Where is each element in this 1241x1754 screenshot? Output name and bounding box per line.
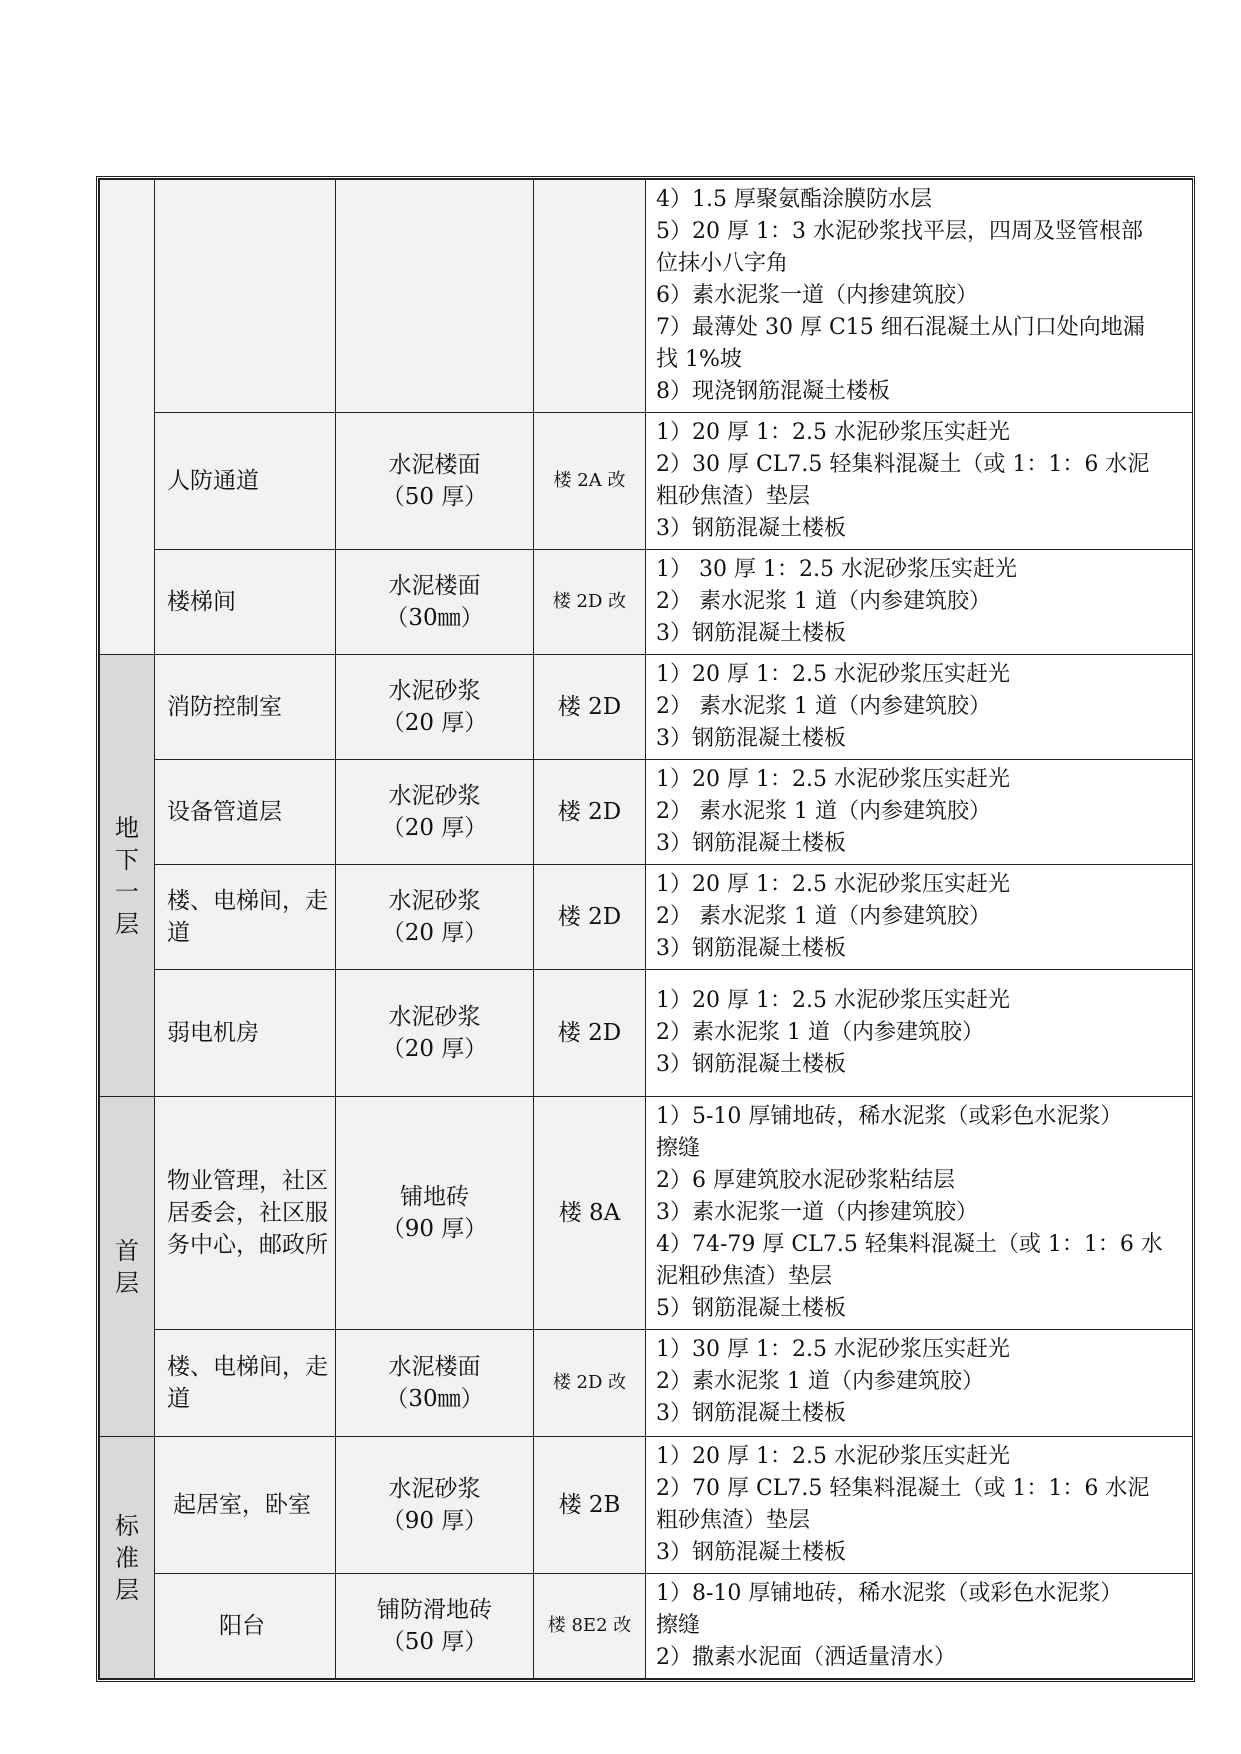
spec-code-cell: 楼 8E2 改: [534, 1574, 646, 1679]
construction-detail-cell: 1）20 厚 1：2.5 水泥砂浆压实赶光 2） 素水泥浆 1 道（内参建筑胶） 3）钢筋混凝土楼板: [646, 655, 1193, 760]
room-cell: 阳台: [155, 1574, 336, 1679]
room-cell: 设备管道层: [155, 760, 336, 865]
room-cell: [155, 180, 336, 413]
spec-code-cell: 楼 2D 改: [534, 1330, 646, 1437]
spec-code-cell: 楼 8A: [534, 1097, 646, 1330]
spec-code-cell: 楼 2B: [534, 1437, 646, 1574]
finish-type-cell: 水泥砂浆 （20 厚）: [336, 865, 534, 970]
floor-cell-standard: 标准层: [100, 1437, 155, 1679]
construction-detail-cell: 1） 30 厚 1：2.5 水泥砂浆压实赶光 2） 素水泥浆 1 道（内参建筑胶） 3）钢筋混凝土楼板: [646, 550, 1193, 655]
table-row: [100, 1574, 1193, 1679]
finish-type-cell: 水泥砂浆 （20 厚）: [336, 760, 534, 865]
table-row: [100, 413, 1193, 550]
spec-code-cell: [534, 180, 646, 413]
finish-type-cell: 水泥楼面 （30㎜）: [336, 1330, 534, 1437]
finish-table: [99, 179, 1193, 1679]
table-row: [100, 1437, 1193, 1574]
construction-detail-cell: 1）20 厚 1：2.5 水泥砂浆压实赶光 2）70 厚 CL7.5 轻集料混凝土（或 1：1：6 水泥 粗砂焦渣）垫层 3）钢筋混凝土楼板: [646, 1437, 1193, 1574]
finish-type-cell: 水泥砂浆 （20 厚）: [336, 655, 534, 760]
spec-code-cell: 楼 2A 改: [534, 413, 646, 550]
table-row: [100, 180, 1193, 413]
room-cell: 物业管理，社区居委会，社区服务中心，邮政所: [155, 1097, 336, 1330]
floor-cell-ground: 首层: [100, 1097, 155, 1437]
finish-schedule-table: [96, 176, 1195, 1682]
construction-detail-cell: 1）20 厚 1：2.5 水泥砂浆压实赶光 2）素水泥浆 1 道（内参建筑胶） 3）钢筋混凝土楼板: [646, 970, 1193, 1097]
table-row: [100, 865, 1193, 970]
finish-type-cell: [336, 180, 534, 413]
finish-type-cell: 水泥砂浆 （90 厚）: [336, 1437, 534, 1574]
room-cell: 楼、电梯间，走道: [155, 865, 336, 970]
table-row: [100, 1330, 1193, 1437]
construction-detail-cell: 1）30 厚 1：2.5 水泥砂浆压实赶光 2）素水泥浆 1 道（内参建筑胶） 3）钢筋混凝土楼板: [646, 1330, 1193, 1437]
construction-detail-cell: 1）20 厚 1：2.5 水泥砂浆压实赶光 2） 素水泥浆 1 道（内参建筑胶） 3）钢筋混凝土楼板: [646, 865, 1193, 970]
construction-detail-cell: 1）20 厚 1：2.5 水泥砂浆压实赶光 2） 素水泥浆 1 道（内参建筑胶） 3）钢筋混凝土楼板: [646, 760, 1193, 865]
floor-cell-continued: [100, 180, 155, 655]
spec-code-cell: 楼 2D: [534, 655, 646, 760]
room-cell: 起居室，卧室: [155, 1437, 336, 1574]
finish-type-cell: 水泥楼面 （50 厚）: [336, 413, 534, 550]
finish-type-cell: 水泥砂浆 （20 厚）: [336, 970, 534, 1097]
spec-code-cell: 楼 2D: [534, 760, 646, 865]
table-row: [100, 655, 1193, 760]
floor-cell-basement: 地下一层: [100, 655, 155, 1097]
construction-detail-cell: 4）1.5 厚聚氨酯涂膜防水层 5）20 厚 1：3 水泥砂浆找平层，四周及竖管根部 位抹小八字角 6）素水泥浆一道（内掺建筑胶） 7）最薄处 30 厚 C15 细石混凝土从门口处向地漏 找 1%坡 8）现浇钢筋混凝土楼板: [646, 180, 1193, 413]
spec-code-cell: 楼 2D: [534, 865, 646, 970]
room-cell: 弱电机房: [155, 970, 336, 1097]
table-row: [100, 1097, 1193, 1330]
room-cell: 人防通道: [155, 413, 336, 550]
room-cell: 消防控制室: [155, 655, 336, 760]
construction-detail-cell: 1）5-10 厚铺地砖，稀水泥浆（或彩色水泥浆） 擦缝 2）6 厚建筑胶水泥砂浆粘结层 3）素水泥浆一道（内掺建筑胶） 4）74-79 厚 CL7.5 轻集料混凝土（或 1：1：6 水 泥粗砂焦渣）垫层 5）钢筋混凝土楼板: [646, 1097, 1193, 1330]
table-row: [100, 970, 1193, 1097]
spec-code-cell: 楼 2D: [534, 970, 646, 1097]
room-cell: 楼、电梯间，走道: [155, 1330, 336, 1437]
construction-detail-cell: 1）20 厚 1：2.5 水泥砂浆压实赶光 2）30 厚 CL7.5 轻集料混凝土（或 1：1：6 水泥 粗砂焦渣）垫层 3）钢筋混凝土楼板: [646, 413, 1193, 550]
finish-type-cell: 铺防滑地砖 （50 厚）: [336, 1574, 534, 1679]
table-row: [100, 760, 1193, 865]
room-cell: 楼梯间: [155, 550, 336, 655]
spec-code-cell: 楼 2D 改: [534, 550, 646, 655]
table-row: [100, 550, 1193, 655]
finish-type-cell: 水泥楼面 （30㎜）: [336, 550, 534, 655]
finish-type-cell: 铺地砖 （90 厚）: [336, 1097, 534, 1330]
construction-detail-cell: 1）8-10 厚铺地砖，稀水泥浆（或彩色水泥浆） 擦缝 2）撒素水泥面（洒适量清水）: [646, 1574, 1193, 1679]
